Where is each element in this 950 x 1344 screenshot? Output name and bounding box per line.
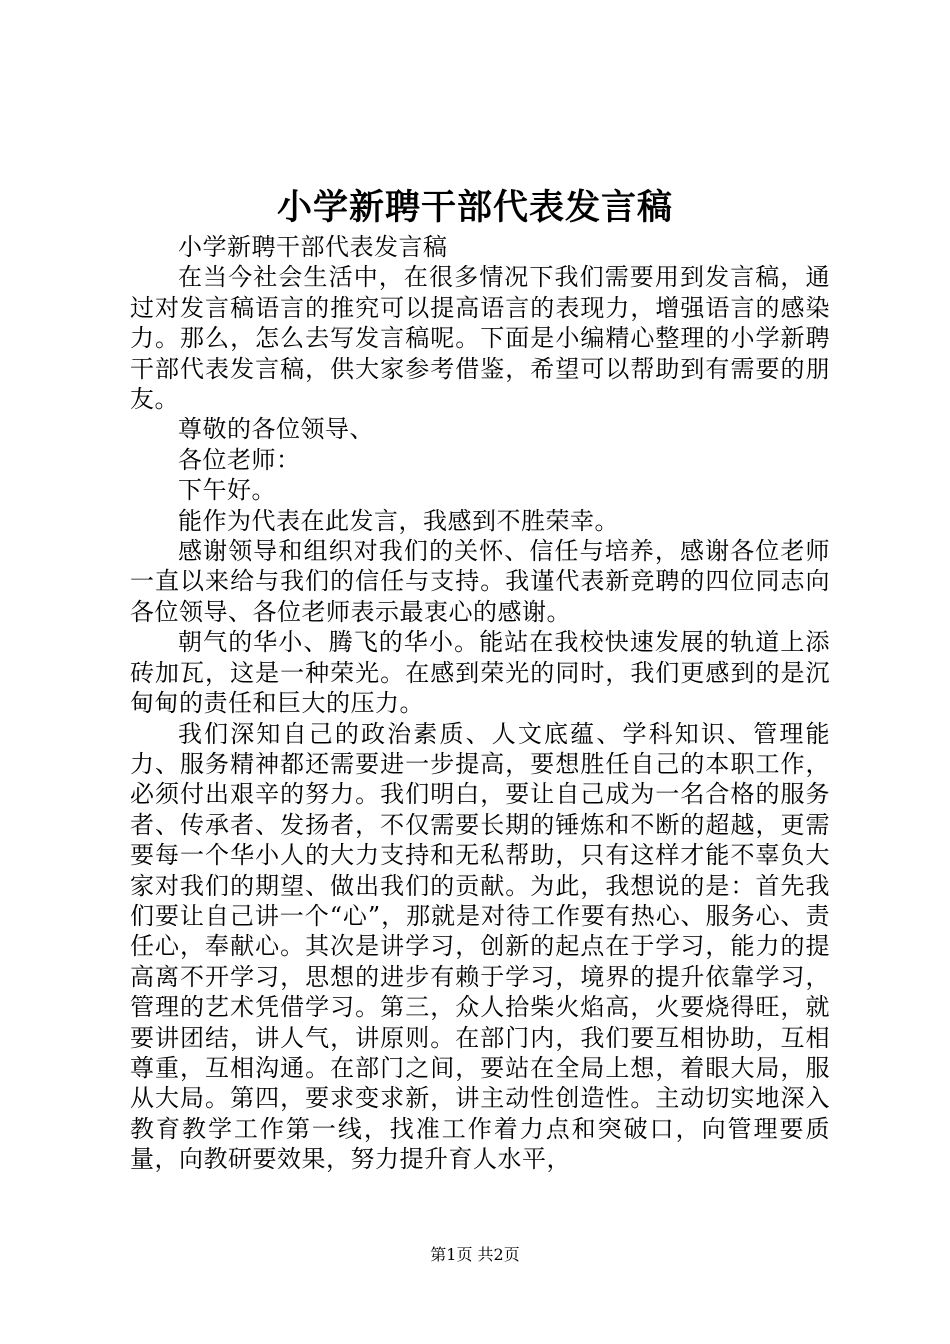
paragraph-salutation-teachers: 各位老师：: [178, 445, 301, 474]
document-body: [130, 232, 830, 1175]
document-title: 小学新聘干部代表发言稿: [276, 187, 673, 228]
paragraph-school: 朝气的华小、腾飞的华小。能站在我校快速发展的轨道上添砖加瓦，这是一种荣光。在感到荣光的同时，我们更感到的是沉甸甸的责任和巨大的压力。: [130, 628, 830, 718]
paragraph-greeting: 下午好。: [178, 476, 276, 505]
paragraph-main: 我们深知自己的政治素质、人文底蕴、学科知识、管理能力、服务精神都还需要进一步提高，要想胜任自己的本职工作，必须付出艰辛的努力。我们明白，要让自己成为一名合格的服务者、传承者、发扬者，不仅需要长期的锤炼和不断的超越，更需要每一个华小人的大力支持和无私帮助，只有这样才能不辜负大家对我们的期望、做出我们的贡献。为此，我想说的是：首先我们要让自己讲一个“心”，那就是对待工作要有热心、服务心、责任心，奉献心。其次是讲学习，创新的起点在于学习，能力的提高离不开学习，思想的进步有赖于学习，境界的提升依靠学习，管理的艺术凭借学习。第三，众人拾柴火焰高，火要烧得旺，就要讲团结，讲人气，讲原则。在部门内，我们要互相协助，互相尊重，互相沟通。在部门之间，要站在全局上想，着眼大局，服从大局。第四，要求变求新，讲主动性创造性。主动切实地深入教育教学工作第一线，找准工作着力点和突破口，向管理要质量，向教研要效果，努力提升育人水平，: [130, 719, 830, 1174]
paragraph-subtitle: 小学新聘干部代表发言稿: [178, 233, 448, 261]
page-footer: 第1页 共2页: [430, 1245, 520, 1264]
paragraph-salutation-leaders: 尊敬的各位领导、: [178, 415, 374, 444]
paragraph-thanks: 感谢领导和组织对我们的关怀、信任与培养，感谢各位老师一直以来给与我们的信任与支持。我谨代表新竞聘的四位同志向各位领导、各位老师表示最衷心的感谢。: [130, 537, 830, 626]
paragraph-honor: 能作为代表在此发言，我感到不胜荣幸。: [178, 506, 619, 535]
paragraph-intro: 在当今社会生活中，在很多情况下我们需要用到发言稿，通过对发言稿语言的推究可以提高语言的表现力，增强语言的感染力。那么，怎么去写发言稿呢。下面是小编精心整理的小学新聘干部代表发言稿，供大家参考借鉴，希望可以帮助到有需要的朋友。: [130, 263, 830, 414]
